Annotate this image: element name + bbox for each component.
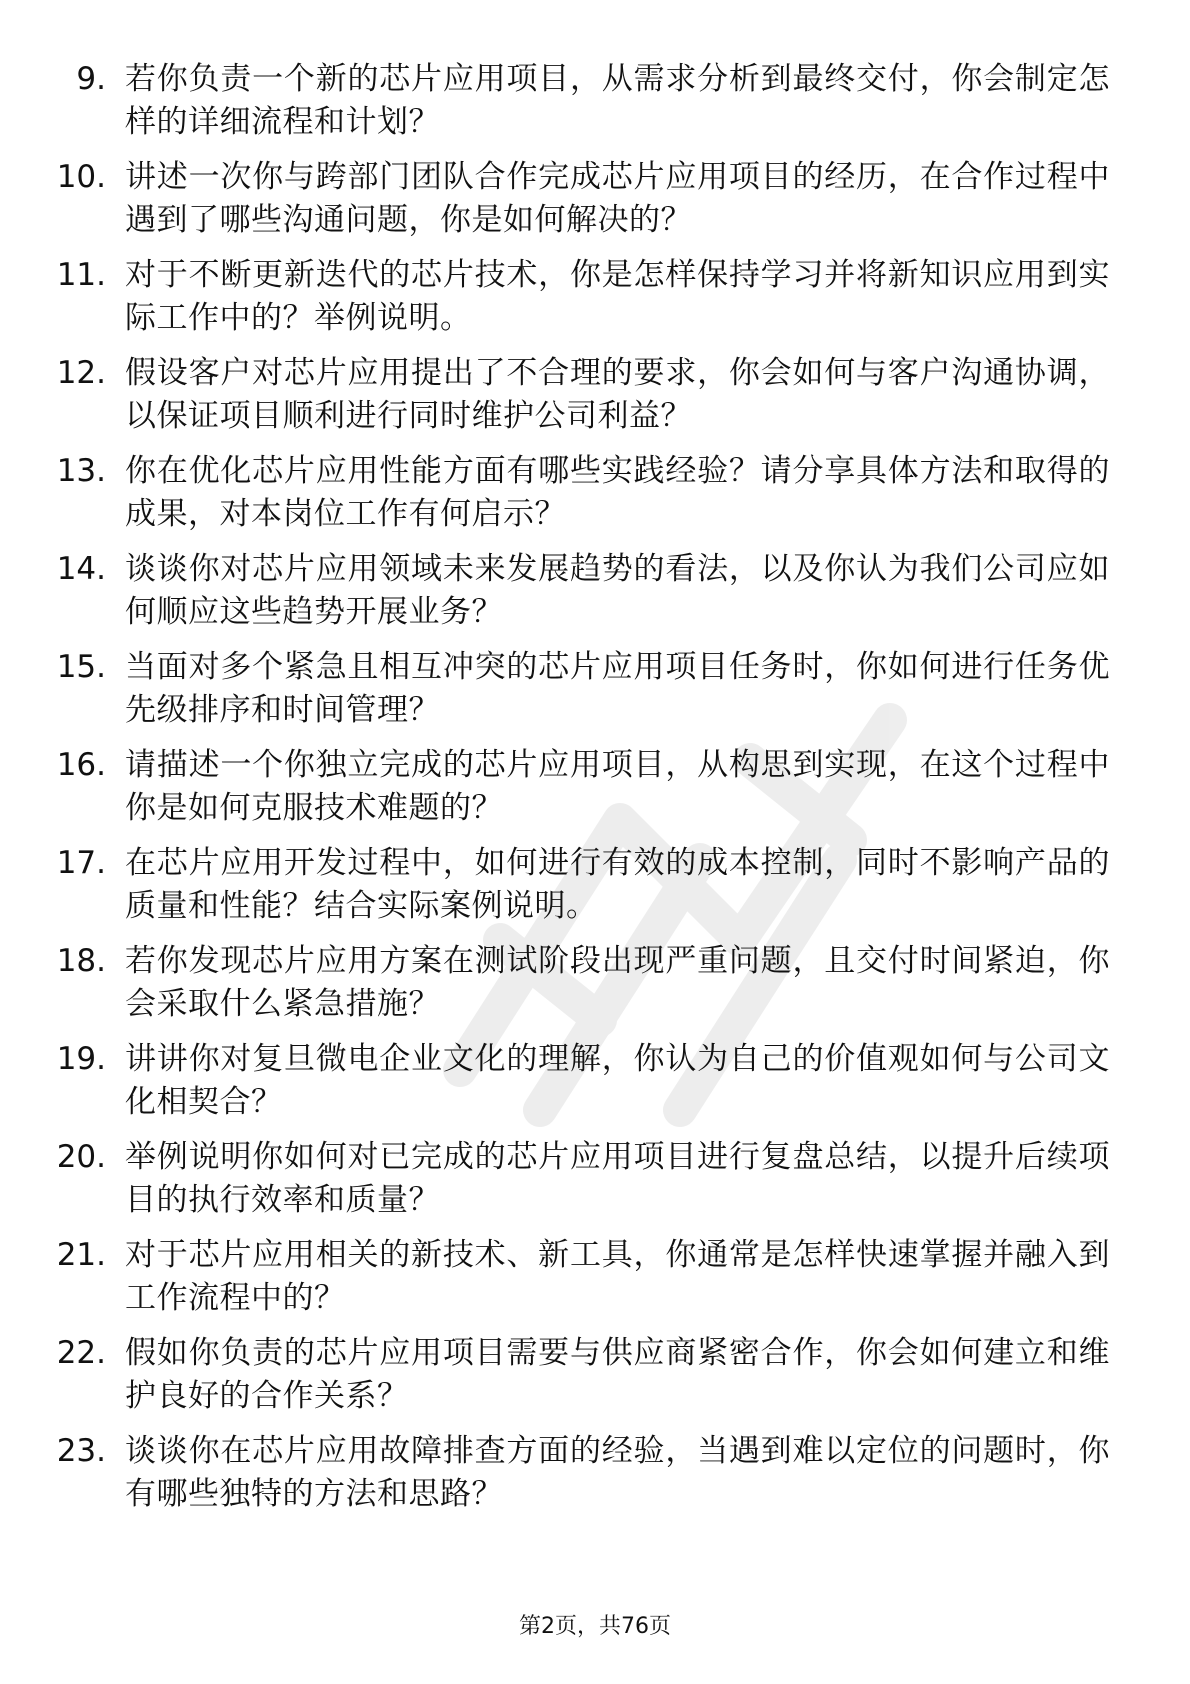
question-item [0,940,1190,1038]
question-number: 13. [56,453,106,489]
question-number: 22. [56,1335,106,1371]
question-item [0,450,1190,548]
question-item [0,1038,1190,1136]
question-item [0,1234,1190,1332]
question-item [0,156,1190,254]
question-text: 假设客户对芯片应用提出了不合理的要求，你会如何与客户沟通协调，以保证项目顺利进行同时维护公司利益？ [125,355,1110,434]
question-text: 对于不断更新迭代的芯片技术，你是怎样保持学习并将新知识应用到实际工作中的？举例说明。 [125,257,1110,336]
question-number: 18. [56,943,106,979]
page-footer: 第2页，共76页 [519,1614,671,1639]
question-item [0,254,1190,352]
question-item [0,1430,1190,1528]
question-item [0,646,1190,744]
question-text: 若你发现芯片应用方案在测试阶段出现严重问题，且交付时间紧迫，你会采取什么紧急措施？ [125,943,1110,1022]
question-text: 当面对多个紧急且相互冲突的芯片应用项目任务时，你如何进行任务优先级排序和时间管理？ [125,649,1110,728]
question-number: 9. [76,61,106,97]
question-number: 23. [56,1433,106,1469]
question-item [0,1136,1190,1234]
question-number: 12. [56,355,106,391]
question-item [0,842,1190,940]
question-item [0,352,1190,450]
question-number: 15. [56,649,106,685]
question-list [0,58,1190,1528]
question-text: 假如你负责的芯片应用项目需要与供应商紧密合作，你会如何建立和维护良好的合作关系？ [125,1335,1110,1414]
question-text: 讲述一次你与跨部门团队合作完成芯片应用项目的经历，在合作过程中遇到了哪些沟通问题，你是如何解决的？ [125,159,1110,238]
question-number: 19. [56,1041,106,1077]
question-number: 11. [56,257,106,293]
question-number: 14. [56,551,106,587]
question-text: 谈谈你在芯片应用故障排查方面的经验，当遇到难以定位的问题时，你有哪些独特的方法和思路？ [125,1433,1110,1512]
question-text: 对于芯片应用相关的新技术、新工具，你通常是怎样快速掌握并融入到工作流程中的？ [125,1237,1110,1316]
question-text: 若你负责一个新的芯片应用项目，从需求分析到最终交付，你会制定怎样的详细流程和计划？ [125,61,1110,140]
question-number: 20. [56,1139,106,1175]
question-item [0,548,1190,646]
question-text: 谈谈你对芯片应用领域未来发展趋势的看法，以及你认为我们公司应如何顺应这些趋势开展业务？ [125,551,1110,630]
question-item [0,58,1190,156]
question-text: 举例说明你如何对已完成的芯片应用项目进行复盘总结，以提升后续项目的执行效率和质量？ [125,1139,1110,1218]
question-text: 讲讲你对复旦微电企业文化的理解，你认为自己的价值观如何与公司文化相契合？ [125,1041,1110,1120]
question-item [0,744,1190,842]
question-number: 17. [56,845,106,881]
question-number: 16. [56,747,106,783]
question-number: 21. [56,1237,106,1273]
question-number: 10. [56,159,106,195]
question-item [0,1332,1190,1430]
question-text: 你在优化芯片应用性能方面有哪些实践经验？请分享具体方法和取得的成果，对本岗位工作有何启示？ [125,453,1110,532]
question-text: 请描述一个你独立完成的芯片应用项目，从构思到实现，在这个过程中你是如何克服技术难题的？ [125,747,1110,826]
question-text: 在芯片应用开发过程中，如何进行有效的成本控制，同时不影响产品的质量和性能？结合实际案例说明。 [125,845,1110,924]
